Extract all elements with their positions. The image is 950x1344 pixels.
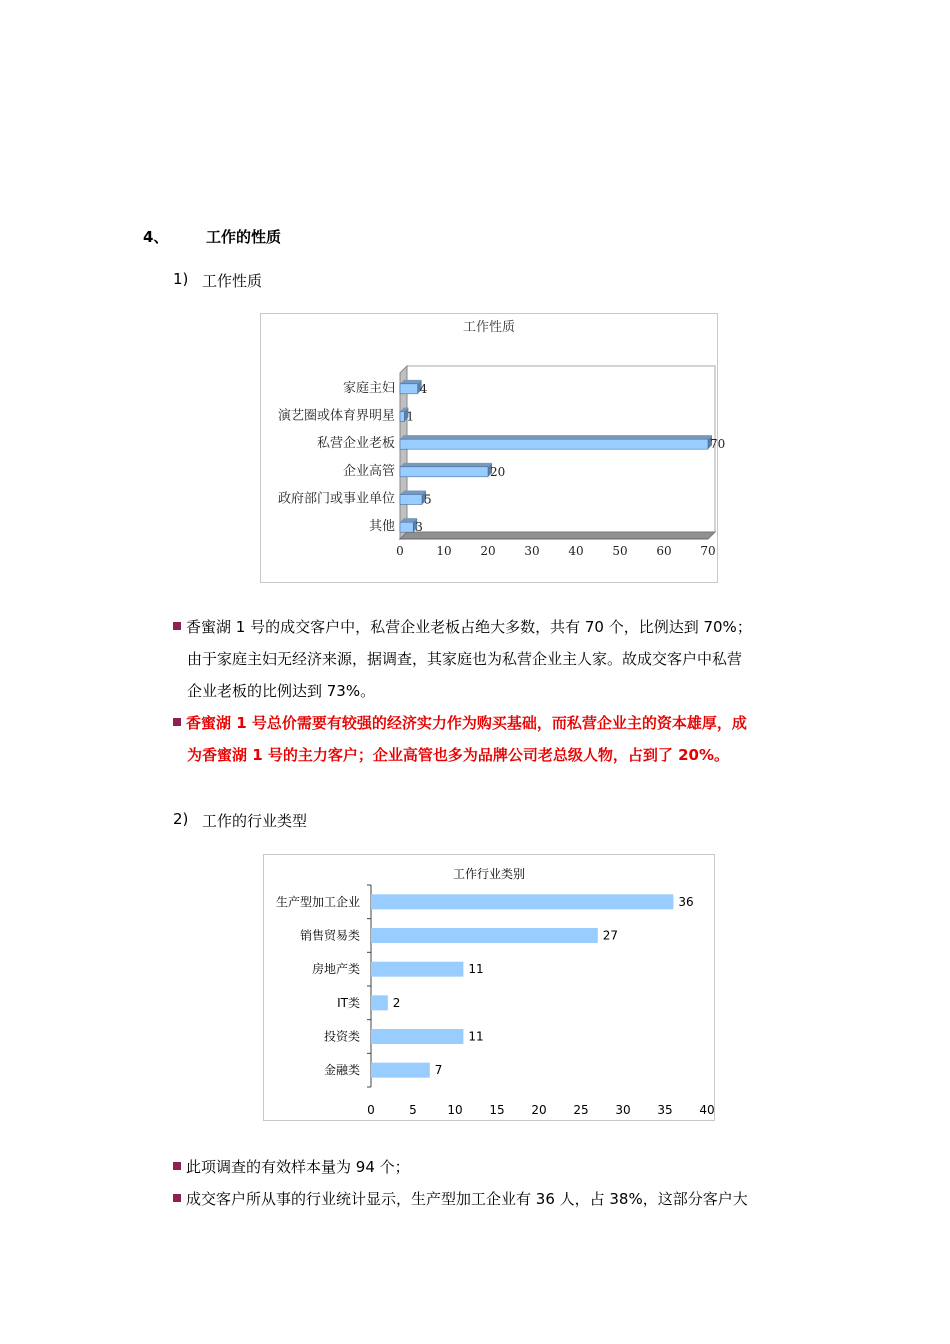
chart-industry-type-svg	[264, 855, 714, 1120]
bar-top	[400, 435, 712, 439]
chart-value-labels	[393, 895, 694, 1077]
bar	[400, 522, 413, 532]
category-label: 政府部门或事业单位	[277, 491, 395, 507]
bullet-square-icon	[173, 1162, 181, 1170]
category-label: 家庭主妇	[342, 380, 395, 396]
tick-label: 10	[436, 544, 452, 558]
bar	[400, 412, 404, 422]
tick-label: 5	[409, 1103, 417, 1117]
tick-label: 10	[447, 1103, 463, 1117]
bar	[371, 1063, 430, 1078]
tick-label: 25	[573, 1103, 589, 1117]
text: 香蜜湖 1 号的成交客户中，私营企业老板占绝大多数，共有 70 个，比例达到 70%；	[186, 618, 752, 636]
category-label: 演艺圈或体育界明星	[277, 408, 395, 424]
bullet-paragraph-1-line-2: 由于家庭主妇无经济来源，据调查，其家庭也为私营企业主人家。故成交客户中私营	[187, 650, 743, 668]
value-label: 20	[490, 464, 506, 479]
bar	[371, 995, 388, 1010]
bar-top	[400, 491, 426, 495]
chart-work-nature	[260, 313, 726, 583]
bar	[400, 384, 418, 394]
subsection-2-title: 工作的行业类型	[202, 812, 308, 830]
value-label: 1	[406, 409, 415, 424]
chart-value-labels	[406, 382, 725, 534]
category-label: 生产型加工企业	[275, 894, 360, 909]
chart-bars	[371, 894, 673, 1077]
section-number: 4、	[143, 228, 169, 246]
bullet-square-icon	[173, 622, 181, 630]
tick-label: 20	[531, 1103, 547, 1117]
category-label: IT类	[337, 995, 360, 1010]
category-label: 其他	[368, 519, 395, 535]
bullet-paragraph-1-line-3: 企业老板的比例达到 73%。	[187, 682, 376, 700]
category-label: 房地产类	[311, 962, 360, 977]
floor	[400, 532, 715, 539]
tick-label: 30	[615, 1103, 631, 1117]
bar	[400, 495, 422, 505]
tick-label: 15	[489, 1103, 505, 1117]
chart-title: 工作行业类别	[452, 867, 526, 881]
value-label: 11	[468, 962, 484, 977]
subsection-2-number: 2)	[173, 810, 189, 828]
chart-title: 工作性质	[462, 320, 516, 335]
bullet-paragraph-3	[173, 1151, 410, 1183]
chart-bars	[400, 380, 712, 535]
chart-axes	[400, 366, 715, 539]
tick-label: 30	[524, 544, 540, 558]
bar-top	[400, 463, 492, 467]
value-label: 3	[415, 520, 423, 535]
tick-label: 70	[700, 544, 716, 558]
value-label: 4	[419, 381, 428, 396]
subsection-1-number: 1)	[173, 270, 189, 288]
subsection-1-title: 工作性质	[202, 272, 263, 290]
bar	[400, 439, 708, 449]
tick-label: 50	[612, 544, 628, 558]
section-title: 工作的性质	[206, 228, 282, 246]
tick-label: 60	[656, 544, 672, 558]
value-label: 2	[392, 995, 401, 1010]
bar	[371, 962, 463, 977]
tick-label: 40	[699, 1103, 715, 1117]
chart-tick-labels	[367, 1103, 714, 1117]
bullet-square-icon	[173, 1194, 181, 1202]
chart-tick-labels	[396, 544, 715, 558]
category-label: 销售贸易类	[299, 928, 360, 943]
value-label: 11	[468, 1029, 484, 1044]
category-label: 金融类	[323, 1063, 360, 1078]
bullet-paragraph-2-line-1	[173, 707, 747, 739]
value-label: 7	[434, 1063, 443, 1078]
category-label: 企业高管	[342, 463, 395, 479]
chart-axes	[367, 885, 371, 1087]
category-label: 投资类	[323, 1029, 360, 1044]
bar	[371, 1029, 463, 1044]
value-label: 36	[678, 894, 694, 909]
bullet-paragraph-2-line-2: 为香蜜湖 1 号的主力客户；企业高管也多为品牌公司老总级人物，占到了 20%。	[187, 746, 730, 764]
text: 香蜜湖 1 号总价需要有较强的经济实力作为购买基础，而私营企业主的资本雄厚，成	[186, 714, 747, 732]
chart-industry-type	[263, 854, 715, 1121]
chart-category-labels	[278, 381, 395, 534]
tick-label: 0	[396, 544, 404, 558]
bar	[400, 467, 488, 477]
chart-work-nature-svg	[261, 314, 726, 582]
chart-category-labels	[276, 894, 360, 1077]
text: 此项调查的有效样本量为 94 个；	[186, 1158, 410, 1176]
text: 成交客户所从事的行业统计显示，生产型加工企业有 36 人，占 38%，这部分客户大	[186, 1190, 748, 1208]
bar	[371, 928, 598, 943]
value-label: 70	[710, 437, 726, 452]
bullet-square-icon	[173, 718, 181, 726]
bar	[371, 894, 673, 909]
tick-label: 35	[657, 1103, 673, 1117]
bullet-paragraph-4	[173, 1183, 748, 1215]
value-label: 5	[424, 492, 432, 507]
value-label: 27	[602, 928, 619, 943]
tick-label: 40	[568, 544, 584, 558]
bullet-paragraph-1-line-1	[173, 611, 752, 643]
category-label: 私营企业老板	[316, 436, 395, 452]
tick-label: 0	[367, 1103, 375, 1117]
tick-label: 20	[480, 544, 496, 558]
